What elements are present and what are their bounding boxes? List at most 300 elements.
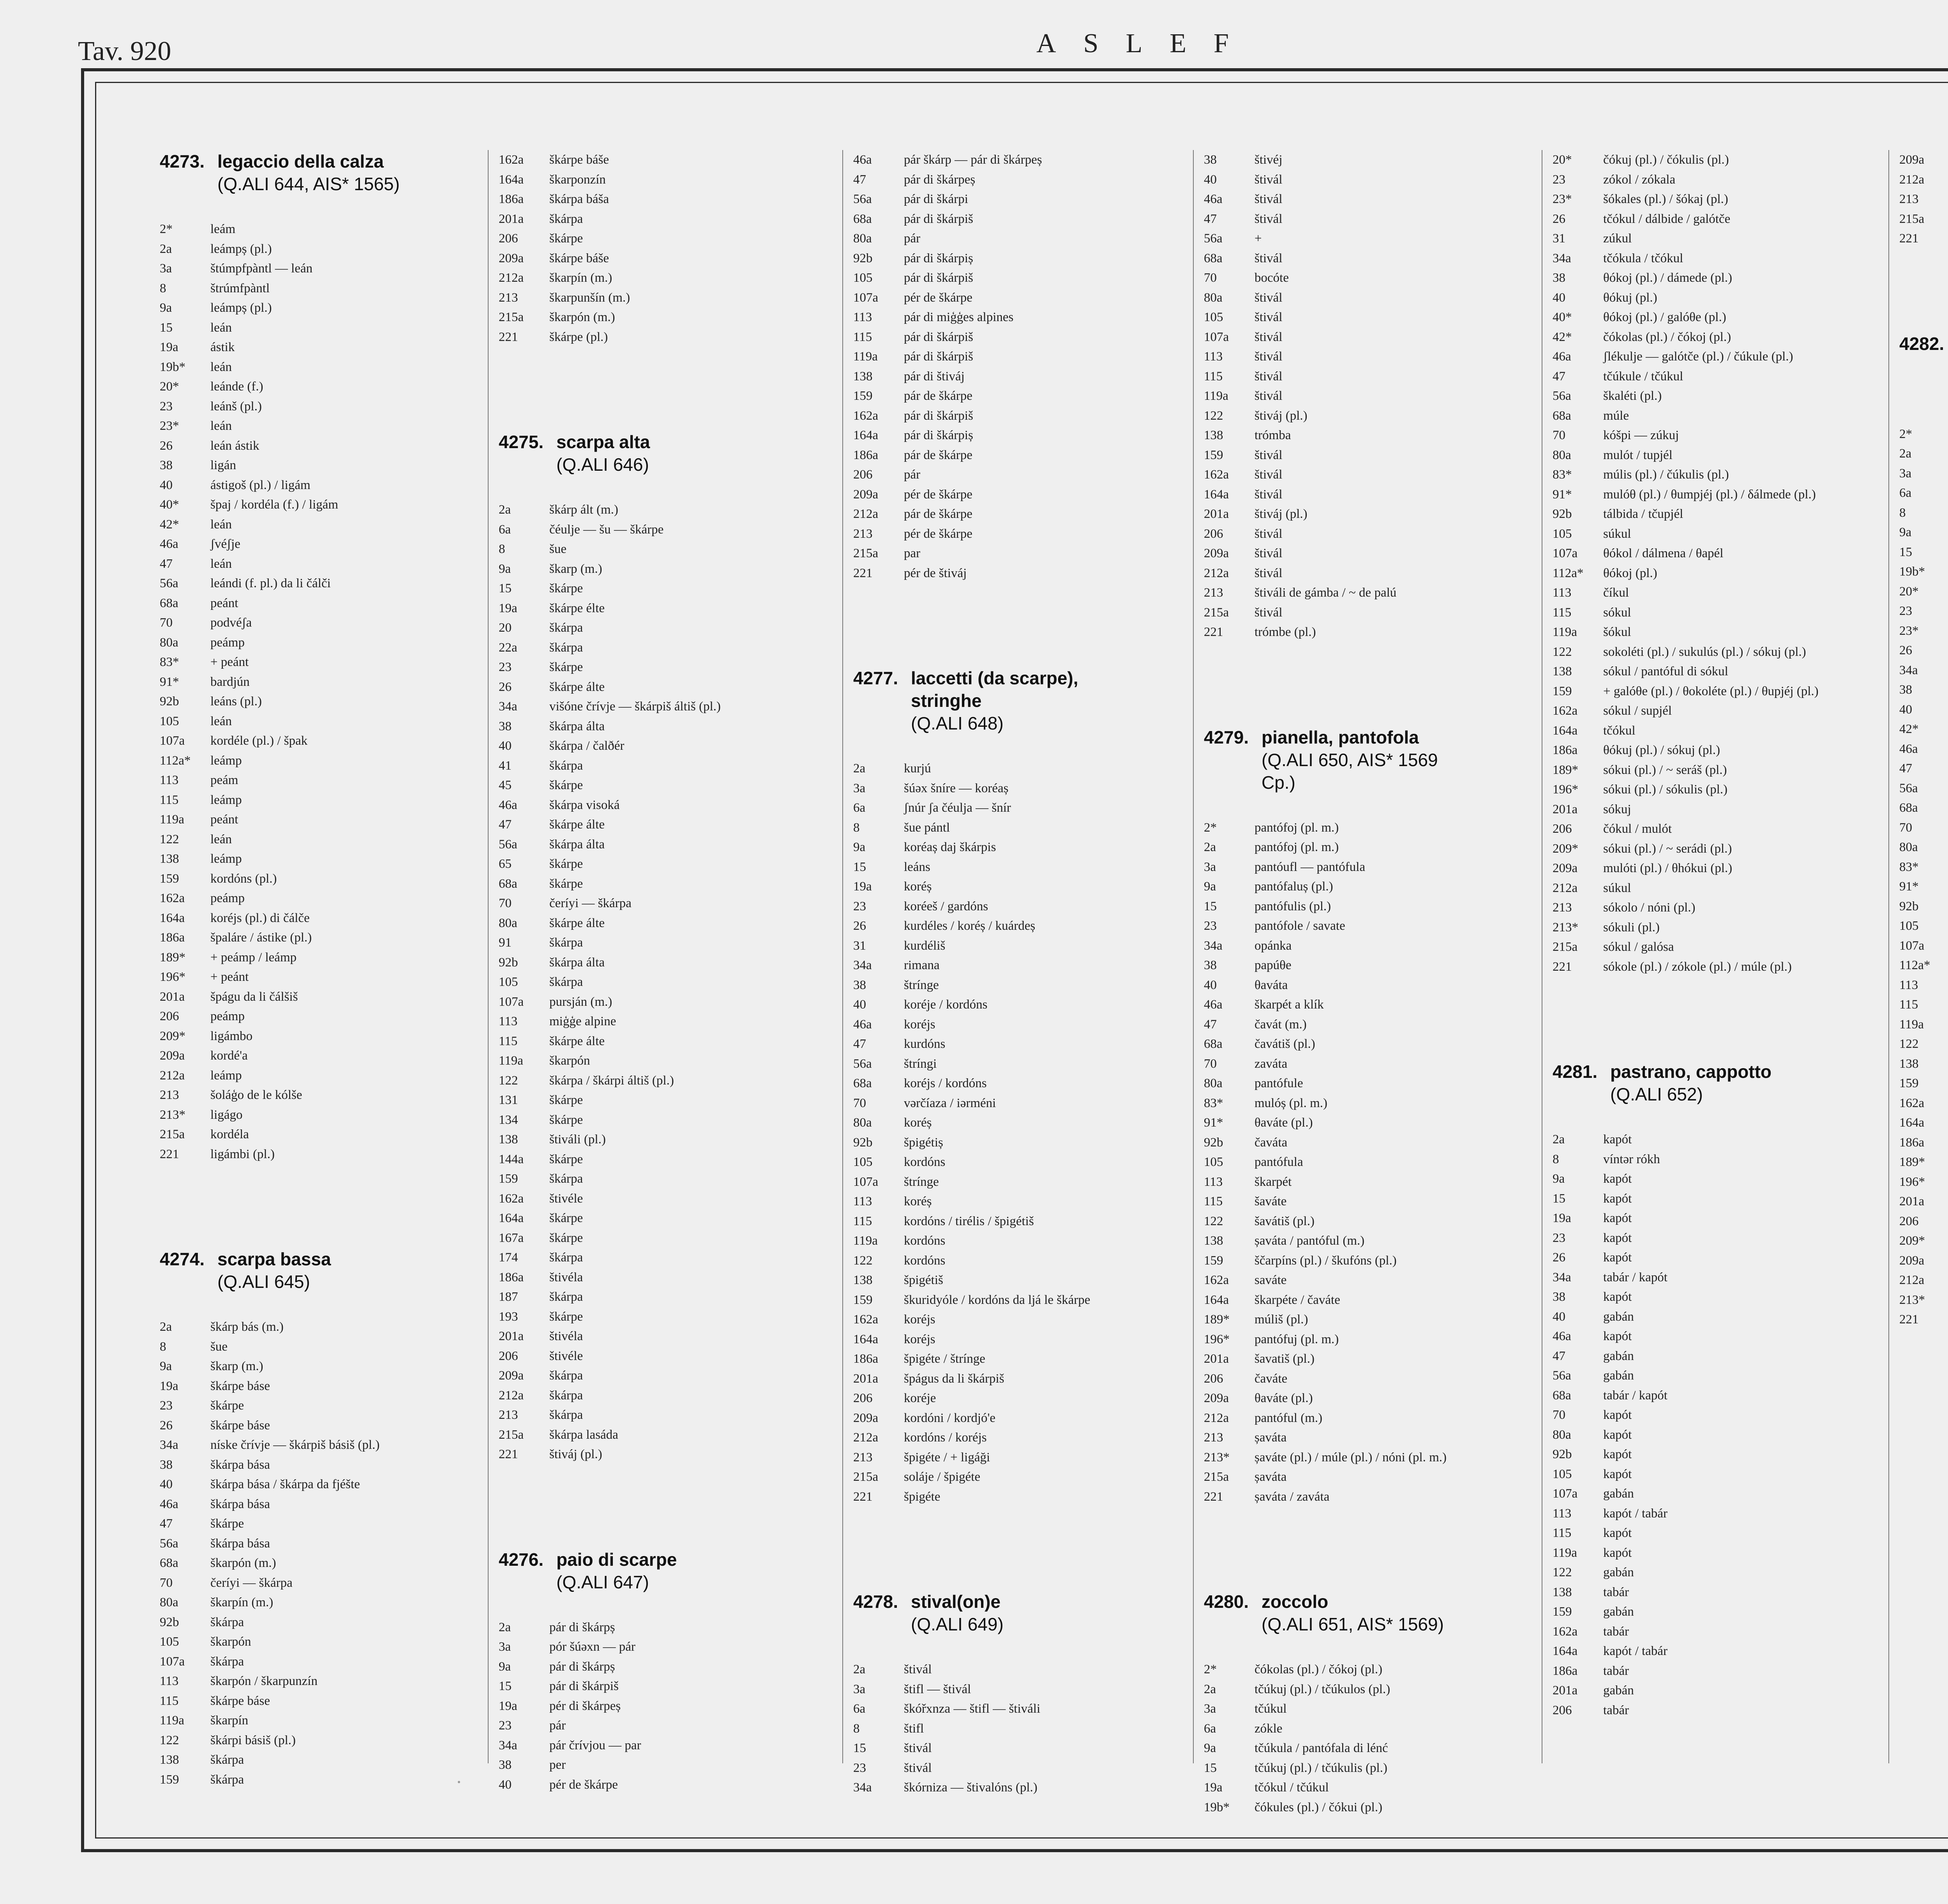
survey-point: 131 [499,1093,518,1107]
data-row [1899,1054,1948,1074]
dialect-form: pár de škárpe [904,389,972,403]
data-row [1204,1113,1539,1133]
survey-point: 9a [1204,880,1216,894]
survey-point: 40 [1553,1309,1565,1324]
survey-point: 186a [1899,1135,1925,1150]
data-row [499,1618,834,1637]
survey-point: 23 [160,1399,173,1413]
survey-point: 91* [1553,487,1572,502]
data-row [1553,1602,1888,1622]
data-row [853,1369,1188,1389]
dialect-form: kapót [1603,1545,1632,1560]
entry-heading [853,667,1188,735]
dialect-form: štivál [1255,566,1283,580]
survey-point: 47 [1204,1017,1217,1031]
survey-point: 122 [1553,645,1572,659]
survey-point: 40 [160,1477,173,1491]
data-row [160,849,479,869]
dialect-form: súkul [1603,526,1631,541]
survey-point: 23 [499,1719,512,1733]
dialect-form: špaláre / ástike (pl.) [210,931,312,945]
survey-point: 159 [853,389,873,403]
data-row [160,770,479,790]
dialect-form: štivál [1255,487,1283,502]
dialect-form: kapót [1603,1290,1632,1304]
data-row [160,1652,479,1672]
dialect-form: leámpș (pl.) [210,301,272,315]
dialect-form: tabár [1603,1624,1629,1639]
dialect-form: θókoj (pl.) / dámede (pl.) [1603,271,1733,285]
survey-point: 164a [1204,487,1229,502]
data-row [1899,503,1948,523]
data-row [1204,1310,1539,1330]
entry-title: paio di scarpe [556,1549,677,1570]
dialect-form: koréje [904,1391,936,1405]
survey-point: 46a [160,1497,178,1511]
data-row [499,815,834,835]
survey-point: 162a [1553,704,1578,718]
data-row [499,874,834,894]
survey-point: 186a [1553,743,1578,757]
data-row [853,759,1188,779]
column-divider [1193,150,1194,1763]
data-row [160,672,479,692]
dialect-form: škárpa [549,1290,583,1304]
data-row [1204,1034,1539,1054]
data-row [499,1366,834,1386]
entry-number: 4282. [1899,333,1944,354]
data-row [1553,957,1888,977]
data-row [1204,1719,1539,1739]
survey-point: 15 [853,860,866,874]
dialect-form: škárpe báse [210,1694,270,1708]
survey-point: 159 [1553,1605,1572,1619]
data-row [499,1405,834,1425]
data-row [1899,621,1948,641]
survey-point: 92b [499,955,518,970]
survey-point: 162a [1899,1096,1925,1110]
dialect-form: + [1255,231,1262,246]
dialect-form: kordóns [904,1155,946,1169]
survey-point: 65 [499,857,512,871]
dialect-form: peánt [210,812,238,827]
survey-point: 115 [853,1214,872,1228]
dialect-form: koréș [904,1194,932,1208]
survey-point: 112a* [160,753,191,768]
survey-point: 6a [499,522,511,537]
survey-point: 215a [499,310,524,324]
dialect-form: špaj / kordéla (f.) / ligám [210,498,339,512]
dialect-form: štivál [1255,369,1283,383]
data-row [499,189,834,209]
data-row [1553,800,1888,820]
dialect-form: škárpa [549,936,583,950]
survey-point: 221 [160,1147,179,1161]
dialect-form: vərčíaza / iərméni [904,1096,996,1110]
data-row [853,1448,1188,1468]
entry-source: (Q.ALI 649) [911,1614,1004,1634]
entry [1204,726,1539,1507]
survey-point: 2a [1204,1682,1216,1696]
data-row [1204,465,1539,485]
dialect-form: šavatiš (pl.) [1255,1352,1315,1366]
data-row [1553,307,1888,327]
data-row [1899,837,1948,857]
data-row [1204,1251,1539,1271]
entry [1553,1060,1888,1720]
survey-point: 119a [499,1054,523,1068]
survey-point: 164a [1553,1644,1578,1658]
data-row [853,445,1188,465]
data-row [1204,327,1539,347]
data-row [499,500,834,520]
data-row [160,830,479,850]
survey-point: 46a [1899,742,1918,756]
dialect-form: sókul [1603,605,1631,620]
dialect-form: škárpe élte [549,601,605,615]
dialect-form: kurdóns [904,1037,946,1051]
data-row [1204,1680,1539,1699]
survey-point: 213 [1553,901,1572,915]
data-row [1553,839,1888,859]
survey-point: 47 [1204,212,1217,226]
data-row [499,1130,834,1150]
survey-point: 115 [499,1034,518,1048]
data-row [1204,1152,1539,1172]
data-row [160,712,479,731]
survey-point: 38 [499,1758,512,1772]
survey-point: 112a* [1553,566,1584,580]
data-row [853,1231,1188,1251]
survey-point: 196* [1204,1332,1230,1346]
column-divider [488,150,489,1763]
data-row [1204,347,1539,367]
survey-point: 164a [499,1211,524,1225]
data-row [853,170,1188,190]
dialect-form: mulóș (pl. m.) [1255,1096,1327,1110]
data-row [1553,249,1888,268]
data-row [1204,288,1539,308]
data-row [853,268,1188,288]
survey-point: 196* [1553,782,1578,797]
dialect-form: škárpe (pl.) [549,330,608,344]
survey-point: 115 [853,330,872,344]
dialect-form: škárpa visoká [549,798,620,812]
data-row [1899,1074,1948,1093]
dialect-form: štiváli de gámba / ~ de palú [1255,586,1397,600]
dialect-form: koréaș daj škárpis [904,840,996,854]
survey-point: 68a [853,1076,872,1090]
entry [499,1548,834,1795]
survey-point: 38 [160,1457,173,1472]
dialect-form: štiváj (pl.) [1255,408,1307,423]
survey-point: 119a [1553,625,1577,639]
survey-point: 209a [160,1049,185,1063]
survey-point: 40* [160,498,179,512]
dialect-form: mulóθ (pl.) / θumpjéj (pl.) / δálmede (pl.) [1603,487,1816,502]
data-row [1204,1660,1539,1680]
data-row [853,975,1188,995]
data-row [1204,1798,1539,1817]
survey-point: 2a [1553,1132,1565,1146]
dialect-form: škárpe báse [210,1418,270,1432]
data-row [1899,857,1948,877]
dialect-form: škarpunšín (m.) [549,290,630,305]
survey-point: 186a [160,931,185,945]
survey-point: 119a [853,350,878,364]
dialect-form: kapót [1603,1132,1632,1146]
entry-source: (Q.ALI 644, AIS* 1565) [217,174,400,194]
data-row [499,1150,834,1169]
entry-heading [1204,1590,1539,1636]
data-row [1899,582,1948,602]
survey-point: 23 [1553,172,1565,187]
survey-point: 209* [1899,1234,1925,1248]
dialect-form: pár di škárpiš [904,330,973,344]
atlas-title: ASLEF [1036,28,1256,58]
dialect-form: gabán [1603,1487,1634,1501]
data-row [853,1428,1188,1448]
dialect-form: štivál [904,1761,932,1775]
data-row [1204,603,1539,623]
dialect-form: tčókul [1603,723,1636,738]
dialect-form: štifl — štivál [904,1682,971,1696]
dialect-form: čókul / mulót [1603,822,1672,836]
data-row [853,897,1188,917]
data-row [1553,1464,1888,1484]
survey-point: 19a [1204,1780,1223,1794]
dialect-form: leáns (pl.) [210,694,262,708]
data-row [160,987,479,1007]
dialect-form: tčúkula / pantófala di lénć [1255,1741,1388,1755]
data-row [1204,249,1539,268]
dialect-form: gabán [1603,1369,1634,1383]
data-row [160,731,479,751]
dialect-form: θókoj (pl.) / galóθe (pl.) [1603,310,1726,324]
data-row [853,1408,1188,1428]
data-row [853,1758,1188,1778]
survey-point: 47 [1553,1349,1565,1363]
dialect-form: pár di škárpș [549,1620,615,1634]
dialect-form: leámp [210,793,242,807]
survey-point: 38 [1204,958,1217,972]
data-row [1553,406,1888,426]
survey-point: 122 [499,1073,518,1088]
survey-point: 107a [1899,938,1925,953]
entry-source: (Q.ALI 651, AIS* 1569) [1262,1614,1444,1634]
survey-point: 80a [499,916,517,930]
data-row [1204,936,1539,956]
dialect-form: per [549,1758,566,1772]
dialect-form: škárpe [210,1517,244,1531]
data-row [1899,877,1948,897]
dialect-form: trómba [1255,428,1291,442]
survey-point: 56a [499,837,517,851]
dialect-form: škárpa [549,212,583,226]
data-row [853,1719,1188,1739]
dialect-form: špigéte / štrínge [904,1352,985,1366]
dialect-form: solájе / špigéte [904,1470,981,1484]
dialect-form: pantófole / savate [1255,919,1345,933]
dialect-form: pár škárp — pár di škárpeș [904,153,1042,167]
entry-number: 4278. [853,1591,898,1612]
data-row [1553,268,1888,288]
page-mark [458,1781,460,1783]
survey-point: 8 [853,820,860,835]
data-row [1553,937,1888,957]
survey-point: 56a [1553,389,1571,403]
survey-point: 3a [1204,1702,1216,1716]
dialect-form: kapót [1603,1211,1632,1225]
survey-point: 206 [853,1391,873,1405]
data-row [160,456,479,475]
data-row [1553,1307,1888,1327]
dialect-form: pantófaluș (pl.) [1255,880,1333,894]
data-row [499,953,834,973]
data-row [1899,1034,1948,1054]
data-row [499,1169,834,1189]
survey-point: 70 [160,1575,173,1590]
survey-point: 221 [1899,1312,1919,1326]
survey-point: 162a [853,408,879,423]
dialect-form: škárp bás (m.) [210,1320,284,1334]
dialect-form: škárpa álta [549,955,605,970]
survey-point: 92b [160,1615,179,1629]
survey-point: 20* [1899,584,1919,599]
dialect-form: zaváta [1255,1056,1288,1071]
survey-point: 70 [853,1096,866,1110]
dialect-form: tčókula / tčókul [1603,251,1683,265]
dialect-form: škórniza — štivalóns (pl.) [904,1780,1038,1794]
data-row [1553,1523,1888,1543]
survey-point: 6a [853,1702,866,1716]
survey-point: 47 [160,556,173,571]
entry-title: legaccio della calza [217,151,384,171]
data-row [160,1046,479,1066]
dialect-form: škárpe álte [549,916,605,930]
dialect-form: peám [210,773,238,787]
data-row [499,1755,834,1775]
data-row [1553,1366,1888,1386]
dialect-form: špágus da li škárpiš [904,1371,1004,1386]
survey-point: 119a [853,1234,878,1248]
dialect-form: špigétiș [904,1135,943,1150]
data-row [499,1228,834,1248]
survey-point: 112a* [1899,958,1930,972]
dialect-form: škárpe [549,1231,583,1245]
dialect-form: kurjú [904,761,931,775]
data-row [160,298,479,318]
dialect-form: kapót / tabár [1603,1644,1667,1658]
dialect-form: tčókul / tčúkul [1255,1780,1329,1794]
data-row [1899,956,1948,975]
survey-point: 201a [853,1371,879,1386]
data-row [1553,229,1888,249]
survey-point: 201a [1553,802,1578,816]
survey-point: 212a [1204,566,1229,580]
survey-point: 80a [160,635,178,650]
data-row [499,1736,834,1756]
dialect-form: trómbe (pl.) [1255,625,1316,639]
survey-point: 34a [1553,251,1571,265]
data-row [1899,759,1948,779]
survey-point: 40 [1553,290,1565,305]
survey-point: 115 [1899,998,1918,1012]
survey-point: 215a [853,1470,879,1484]
survey-point: 2a [853,761,866,775]
survey-point: 209a [1204,546,1229,560]
survey-point: 209a [853,1411,879,1425]
dialect-form: škarpét [1255,1175,1292,1189]
data-row [499,1386,834,1406]
survey-point: 9a [1204,1741,1216,1755]
data-row [160,259,479,279]
survey-point: 3a [853,1682,866,1696]
entry [499,431,834,1464]
survey-point: 68a [1553,1388,1571,1402]
data-row [160,652,479,672]
dialect-form: čeríyi — škárpa [210,1575,293,1590]
survey-point: 159 [1204,448,1223,462]
data-row [160,888,479,908]
data-row [853,1212,1188,1231]
dialect-form: pár de škárpe [904,507,972,521]
dialect-form: čókuj (pl.) / čókulis (pl.) [1603,153,1729,167]
entry-source: (Q.ALI 652) [1610,1084,1703,1104]
data-row [853,1133,1188,1153]
survey-point: 107a [1553,1487,1578,1501]
dialect-form: saváte [1255,1273,1287,1287]
data-row [1204,916,1539,936]
dialect-form: škárpe álte [549,680,605,694]
survey-point: 215a [499,1427,524,1442]
dialect-form: koréjs / kordóns [904,1076,987,1090]
dialect-form: sókui (pl.) / sókulis (pl.) [1603,782,1727,797]
dialect-form: šue [549,542,566,556]
survey-point: 9a [499,1659,511,1674]
dialect-form: gabán [1603,1349,1634,1363]
dialect-form: škárpa lasáda [549,1427,618,1442]
data-row [1899,483,1948,503]
dialect-form: gabán [1603,1605,1634,1619]
dialect-form: pór šúəxn — pár [549,1640,635,1654]
dialect-form: leámp [210,753,242,768]
survey-point: 105 [1204,1155,1223,1169]
survey-point: 212a [853,507,879,521]
survey-point: 212a [499,1388,524,1402]
dialect-form: leán [210,320,232,335]
survey-point: 15 [499,581,512,595]
data-row [853,327,1188,347]
data-row [499,1031,834,1051]
survey-point: 212a [1553,881,1578,895]
column-6 [1899,150,1948,1771]
survey-point: 68a [499,876,517,891]
dialect-form: pantófulis (pl.) [1255,899,1331,913]
data-row [1899,444,1948,464]
dialect-form: štivál [1255,330,1283,344]
survey-point: 138 [499,1132,518,1146]
data-row [1204,544,1539,563]
data-row [1553,1543,1888,1563]
survey-point: 105 [160,1635,179,1649]
dialect-form: θaváte (pl.) [1255,1116,1313,1130]
dialect-form: sókui (pl.) / ~ serádi (pl.) [1603,841,1732,856]
data-row [1204,307,1539,327]
data-row [499,657,834,677]
survey-point: 83* [1553,468,1572,482]
data-row [1204,1054,1539,1074]
